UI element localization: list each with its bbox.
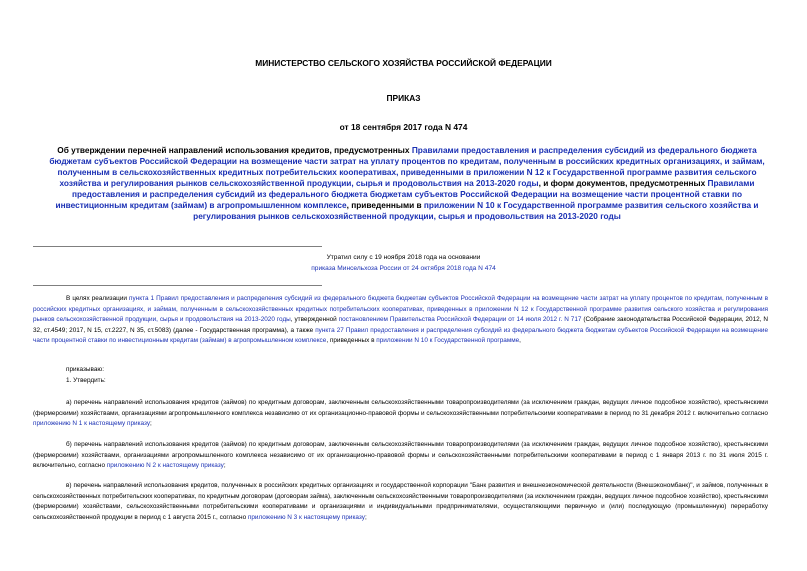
repeal-order-link[interactable]: приказа Минсельхоза России от 24 октября 2018 года N 474 <box>311 265 496 272</box>
repeal-note-line1: Утратил силу с 19 ноября 2018 года на основании <box>326 254 481 261</box>
preamble-link-resolution-717[interactable]: постановлением Правительства Российской Федерации от 14 июля 2012 г. N 717 <box>338 316 582 324</box>
heading-text-2: , и форм документов, предусмотренных <box>538 178 708 189</box>
document-date: от 18 сентября 2017 года N 474 <box>339 122 468 132</box>
preamble-text-1: В целях реализации <box>66 295 130 302</box>
item-v-end: ; <box>364 513 367 521</box>
separator-bottom <box>33 285 322 286</box>
item-v-appendix-3-link[interactable]: приложению N 3 к настоящему приказу <box>247 513 365 521</box>
item-a-appendix-1-link[interactable]: приложению N 1 к настоящему приказу <box>33 420 151 428</box>
heading-link-rules-12[interactable]: Правилами предоставления и распределения субсидий из федерального бюджета бюджетам субъектов Российской Федерации на возмещение части затрат на уплату процентов по кредитам, полученным в российских кредитных организациях, и займам, полученным в сельскохозяйственных кредитных потребительских кооперативах, приведенными в приложении N 12 к Государственной программе развития сельского хозяйства и регулирования рынков сельскохозяйственной продукции, сырья и продовольствия на 2013-2020 годы <box>49 145 765 189</box>
item-v-paragraph <box>33 481 768 523</box>
separator-top <box>33 246 322 247</box>
item-a-text: а) перечень направлений использования кредитов (займов) по кредитным договорам, заключенным сельскохозяйственными товаропроизводителями (за исключением граждан, ведущих личное подсобное хозяйство), крестьянскими (фермерскими) хозяйствами, организациями агропромышленного комплекса независимо от их организационно-правовой формы и сельскохозяйственными потребительскими кооперативами в период по 31 декабря 2012 г. включительно согласно <box>33 399 768 417</box>
item-b-end: ; <box>223 462 226 470</box>
preamble-text-4: , приведенных в <box>326 337 377 345</box>
heading-link-appendix-10[interactable]: приложении N 10 к Государственной программе развития сельского хозяйства и регулирования рынков сельскохозяйственной продукции, сырья и продовольствия на 2013-2020 годы <box>193 200 759 222</box>
preamble-text-3: (Собрание законодательства Российской Федерации, 2012, N 32, ст.4549; 2017, N 15, ст.2227, N 35, ст.5083) (далее - Государственная программа), а также <box>33 316 768 334</box>
item-b-paragraph <box>33 440 768 472</box>
preamble-text-5: , <box>519 337 521 345</box>
heading-link-rules-investment[interactable]: Правилами предоставления и распределения субсидий из федерального бюджета бюджетам субъектов Российской Федерации на возмещение части процентной ставки по инвестиционным кредитам (займам) в агропромышленном комплексе <box>55 178 755 211</box>
item-a-paragraph <box>33 398 768 430</box>
item-b-text: б) перечень направлений использования кредитов (займов) по кредитным договорам, заключенным сельскохозяйственными товаропроизводителями (за исключением граждан, ведущих личное подсобное хозяйство), крестьянскими (фермерскими) хозяйствами, организациями агропромышленного комплекса независимо от их организационно-правовой формы и сельскохозяйственными потребительскими кооперативами в период с 1 января 2013 г. по 31 июля 2015 г. включительно, согласно <box>33 441 768 470</box>
approve-clause: 1. Утвердить: <box>66 377 106 384</box>
item-v-text: в) перечень направлений использования кредитов, полученных в российских кредитных организациях и государственной корпорации "Банк развития и внешнеэкономической деятельности (Внешэкономбанк)", и займов, полученных в сельскохозяйственных потребительских кооперативах, по кредитным договорам (договорам займа), заключенным сельскохозяйственными товаропроизводителями (за исключением граждан, ведущих личное подсобное хозяйство), крестьянскими (фермерскими) хозяйствами, сельскохозяйственными потребительскими кооперативами и организациями и индивидуальными предпринимателями, осуществляющими первичную и (или) последующую (промышленную) переработку сельскохозяйственной продукции в период с 1 августа 2015 г., согласно <box>33 482 768 521</box>
repeal-note-line2 <box>0 264 807 275</box>
order-word: приказываю: <box>66 366 104 373</box>
preamble-paragraph <box>33 294 768 347</box>
preamble-link-appendix-10[interactable]: приложении N 10 к Государственной программе <box>376 337 520 345</box>
preamble-link-rules-point1[interactable]: пункта 1 Правил предоставления и распределения субсидий из федерального бюджета бюджетам субъектов Российской Федерации на возмещение части затрат на уплату процентов по кредитам, полученным в российских кредитных организациях, и займам, полученным в сельскохозяйственных кредитных потребительских кооперативах, приведенных в приложении N 12 к Государственной программе развития сельского хозяйства и регулирования рынков сельскохозяйственной продукции, сырья и продовольствия на 2013-2020 годы <box>33 295 768 324</box>
document-heading <box>46 145 768 222</box>
heading-text-1: Об утверждении перечней направлений использования кредитов, предусмотренных <box>57 145 412 155</box>
heading-text-3: , приведенными в <box>346 200 424 211</box>
item-b-appendix-2-link[interactable]: приложению N 2 к настоящему приказу <box>106 462 224 470</box>
document-type: ПРИКАЗ <box>386 93 421 103</box>
ministry-title: МИНИСТЕРСТВО СЕЛЬСКОГО ХОЗЯЙСТВА РОССИЙСКОЙ ФЕДЕРАЦИИ <box>255 58 552 68</box>
preamble-link-rules-point27[interactable]: пункта 27 Правил предоставления и распределения субсидий из федерального бюджета бюджетам субъектов Российской Федерации на возмещение части процентной ставки по инвестиционным кредитам (займам) в агропромышленном комплексе <box>33 326 768 345</box>
preamble-text-2: , утвержденной <box>290 316 339 324</box>
item-a-end: ; <box>150 420 152 428</box>
